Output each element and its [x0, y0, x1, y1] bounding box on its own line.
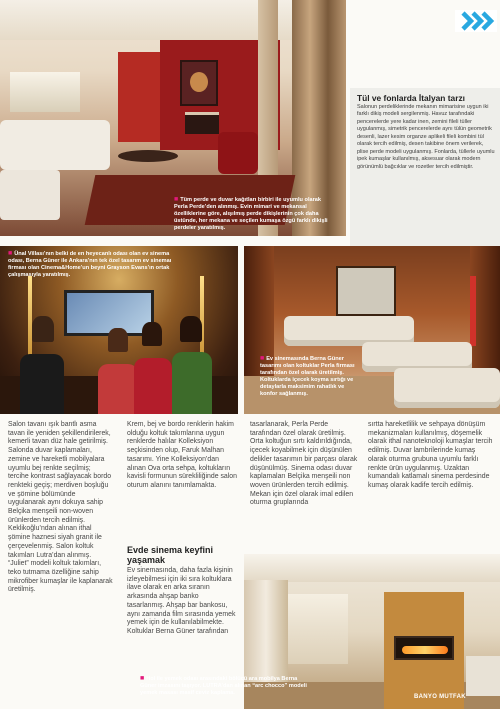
- text-column-4: sırtta hareketlilik ve sehpaya dönüşüm mekanizmaları kullanılmış, döşemelik olarak ithal nanoteknoloji kumaşlar tercih edilmiş. Duvar lambrilerinde kumaş olarak oturma grubuna uyumlu farklı renkte ürün uygulanmış. Uzaktan kumandalı katlamalı sinema perdesinde kumaş olarak kadife tercih edilmiş.: [368, 421, 493, 489]
- ceiling: [244, 554, 500, 582]
- cinema-seat-row: [394, 368, 500, 408]
- person: [98, 364, 138, 414]
- sofa: [0, 120, 110, 170]
- window: [10, 72, 80, 112]
- dining-room-caption: [140, 675, 312, 697]
- fireplace: [394, 636, 454, 660]
- cinema-women-caption: [8, 250, 180, 279]
- person-head: [142, 322, 162, 346]
- person: [134, 358, 172, 414]
- text-column-3: tasarlanarak, Perla Perde tarafından özel olarak üretilmiş. Orta koltuğun sırtı kaldırıldığında, içecek koyabilmek için düşünülen delikler tasarımın bir parçası olarak düşünülmüş. Sinema odası duvar kaplamaları Belçika menşeili non woven ürünlerden tercih edilmiş. Mekan için özel olarak imal edilen oturma gruplarında: [250, 421, 358, 507]
- section-title: Tül ve fonlarda İtalyan tarzı: [357, 93, 465, 103]
- red-wall: [118, 52, 160, 142]
- caption-bullet: ■: [260, 355, 267, 362]
- subheading: Evde sinema keyfini yaşamak: [127, 545, 214, 565]
- dining-room-caption-text: Hol ile yemek odası arasındaki bölücü ara mobilya Berna Güner imzasını taşıyor. LUTRA’dan alınan “arc chocco” modeli yemek masası masif ceviz kaplama.: [140, 676, 307, 696]
- section-body: Salonun perdeliklerinde mekanın mimarisine uygun iki farklı dikiş modeli sergilenmiş. Havuz tarafındaki pencerelerde yere kadar inen, zemini fileli tüller uygulanmış, simetrik pencerelerde aynı tülün geometrik desenli, lazer kesim organze aplikeli fileli kombini tül olarak tercih edilmiş, desen takibine önem verilerek, plise perde modeli uygulanmış. Fonlarda, tüllerle uyumlu ipek kumaşlar kullanılmış, aksesuar olarak modern görünümlü bağcıklar ve rozetler tercih edilmiştir.: [357, 104, 495, 170]
- section-footer: BANYO MUTFAK: [414, 694, 466, 700]
- living-room-caption: [174, 196, 334, 232]
- cinema-women-caption-text: Ünal Villası’nın belki de en heyecanlı odası olan ev sinema odası, Berna Güner ile Ankara’nın tek özel tasarım ev sinemaı firması olan Cinema&Home’un beyni Grayson Evans’ın ortak çalışmasıyla yaratılmış.: [8, 251, 172, 278]
- fireplace: [185, 112, 219, 134]
- dining-table: [466, 656, 500, 696]
- red-armchair: [218, 132, 258, 174]
- double-chevron-right-icon: [455, 10, 497, 32]
- home-cinema-caption-text: Ev sinemasında Berna Güner tasarımı olan koltuklar Perla firması tarafından özel olarak üretilmiş. Koltuklarda içecek koyma sırtığı ve detaylarla maksimim rahatlık ve konfor sağlanmış.: [260, 356, 355, 397]
- text-column-2-bottom: Ev sinemasında, daha fazla kişinin izleyebilmesi için iki sıra koltuklara ilave olarak en arka sıranın arkasında ahşap banko tasarlanmış. Ahşap bar bankosu, aynı zamanda film sırasında yemek yemek için de kullanılabilmekte. Koltuklar Berna Güner tarafından: [127, 567, 236, 635]
- person-head: [180, 316, 202, 342]
- home-cinema-caption: [260, 355, 356, 398]
- coffee-table: [118, 150, 178, 162]
- living-room-caption-text: Tüm perde ve duvar kağıtları birbiri ile uyumlu olarak Perla Perde’den alınmış. Evin mimari ve mekansal özelliklerine göre, alışılmış perde dikişlerinin çok daha üstünde, her mekana ve seçilen kumaşa özgü farklı dikişli perdeler yaratılmış.: [174, 197, 328, 231]
- text-column-1: Salon tavanı ışık bantlı asma tavan ile yeniden şekillendirilerek, kemerli tavan düz hale getirilmiş. Salonda duvar kaplamaları, zemine ve hareketli mobilyalara uyumlu bej renkte seçilmiş; tercihe kontrast sağlayacak bordo renkteki geçiş; merdiven boşluğu ve şömine bölümünde uygulanarak aynı dokuya sahip Belçika menşeili non-woven ürünlerden tercih edilmiş. Keklikoğlu’ndan alınan ithal şömine haznesi siyah granit ile çerçevelenmiş. Salon koltuk takımları Lutra’dan alınmış. “Juliet” modeli koltuk takımları, teko tutmama özelliğine sahip mikrofiber kumaşlar ile kaplanarak üretilmiş.: [8, 421, 113, 594]
- text-column-2-top: Krem, bej ve bordo renklerin hakim olduğu koltuk takımlarına uygun renklerde halılar Kolleksiyon seçkisinden olup, Faruk Malhan tasarımı. Yine Kolleksiyon’dan alınan Ova orta sehpa, koltukların kavisli formunun sürekliliğinde salon oturum alanını tanımlamakta.: [127, 421, 237, 489]
- wall-painting: [180, 60, 218, 106]
- person-head: [108, 328, 128, 352]
- person-head: [32, 316, 54, 342]
- window: [288, 594, 348, 664]
- caption-bullet: ■: [174, 196, 181, 203]
- caption-bullet: ■: [8, 250, 15, 257]
- caption-bullet: ■: [140, 675, 147, 682]
- person: [172, 352, 212, 414]
- sofa-secondary: [0, 170, 60, 220]
- cinema-screen: [336, 266, 396, 316]
- red-light-strip: [470, 276, 476, 346]
- projection-screen: [64, 290, 154, 336]
- person: [20, 354, 64, 414]
